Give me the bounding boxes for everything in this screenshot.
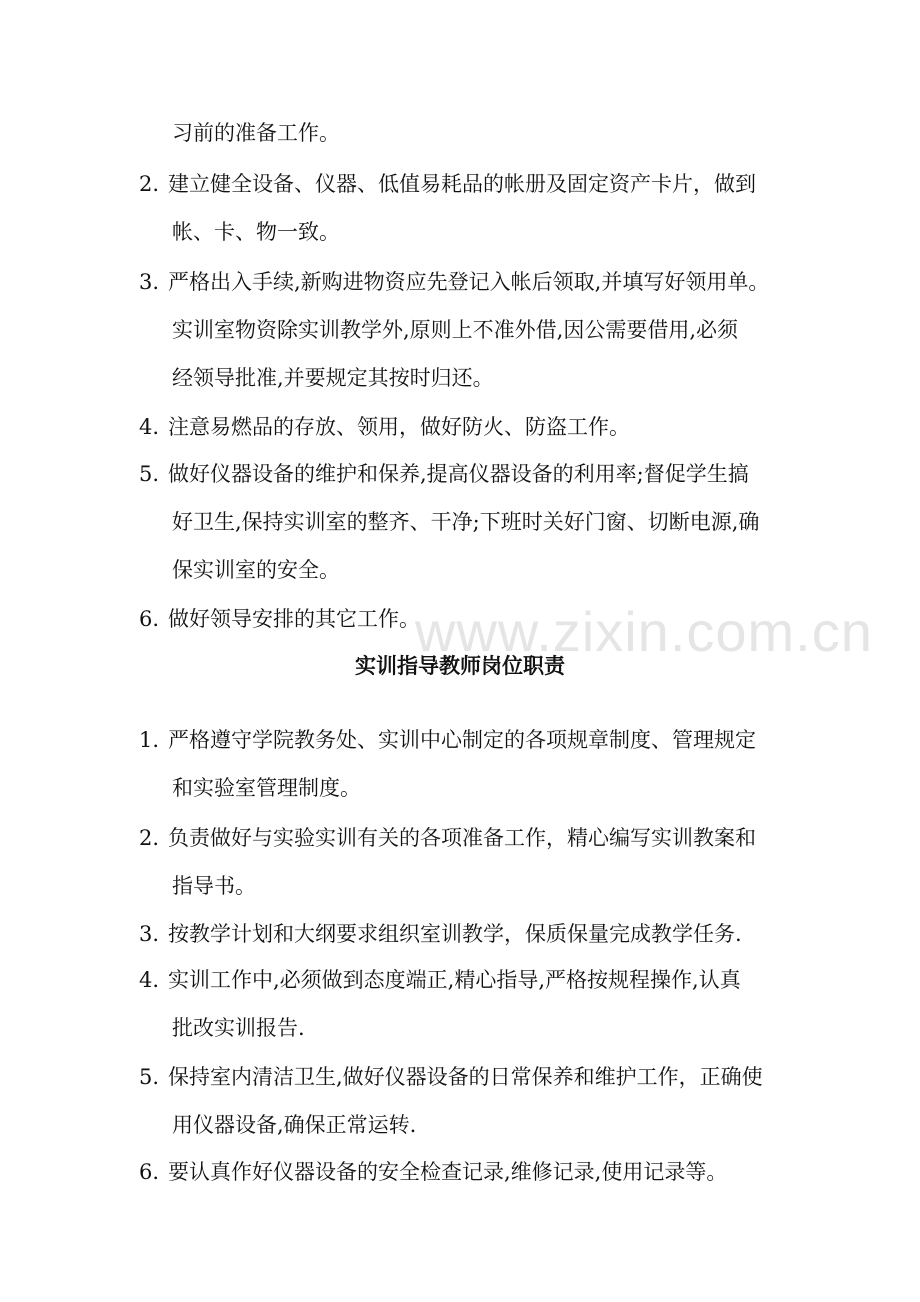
- list-item-number: 5.: [139, 462, 160, 486]
- list-item-number: 3.: [139, 922, 160, 946]
- list-item-line: 做好领导安排的其它工作。: [168, 607, 420, 631]
- list-item-line: 用仪器设备,确保正常运转.: [172, 1113, 417, 1137]
- list-item-line: 建立健全设备、仪器、低值易耗品的帐册及固定资产卡片，做到: [168, 172, 756, 196]
- list-item-line: 经领导批准,并要规定其按时归还。: [172, 366, 494, 390]
- list-item-number: 6.: [139, 1160, 160, 1184]
- continuation-text: 习前的准备工作。: [172, 121, 340, 145]
- list-item-line: 保实训室的安全。: [172, 558, 340, 582]
- list-item-line: 负责做好与实验实训有关的各项准备工作，精心编写实训教案和: [168, 826, 756, 850]
- list-item-number: 2.: [139, 172, 160, 196]
- list-item-line: 实训工作中,必须做到态度端正,精心指导,严格按规程操作,认真: [168, 968, 741, 992]
- list-item-line: 和实验室管理制度。: [172, 776, 361, 800]
- watermark-text: www.zixin.com.cn: [415, 600, 873, 663]
- list-item-line: 实训室物资除实训教学外,原则上不准外借,因公需要借用,必须: [172, 318, 739, 342]
- list-item-line: 帐、卡、物一致。: [172, 220, 340, 244]
- list-item-line: 要认真作好仪器设备的安全检查记录,维修记录,使用记录等。: [168, 1160, 728, 1184]
- list-item-line: 指导书。: [172, 874, 256, 898]
- list-item-number: 2.: [139, 826, 160, 850]
- list-item-number: 4.: [139, 968, 160, 992]
- list-item-line: 注意易燃品的存放、领用，做好防火、防盗工作。: [168, 415, 630, 439]
- list-item-number: 5.: [139, 1065, 160, 1089]
- list-item-line: 批改实训报告.: [172, 1016, 305, 1040]
- list-item-line: 按教学计划和大纲要求组织室训教学，保质保量完成教学任务.: [168, 922, 742, 946]
- list-item-line: 保持室内清洁卫生,做好仪器设备的日常保养和维护工作，正确使: [168, 1065, 763, 1089]
- list-item-number: 6.: [139, 607, 160, 631]
- list-item-number: 3.: [139, 270, 160, 294]
- list-item-number: 4.: [139, 415, 160, 439]
- list-item-number: 1.: [139, 728, 160, 752]
- list-item-line: 好卫生,保持实训室的整齐、干净;下班时关好门窗、切断电源,确: [172, 510, 760, 534]
- list-item-line: 严格出入手续,新购进物资应先登记入帐后领取,并填写好领用单。: [168, 270, 770, 294]
- list-item-line: 严格遵守学院教务处、实训中心制定的各项规章制度、管理规定: [168, 728, 756, 752]
- section-heading: 实训指导教师岗位职责: [355, 654, 565, 678]
- list-item-line: 做好仪器设备的维护和保养,提高仪器设备的利用率;督促学生搞: [168, 462, 749, 486]
